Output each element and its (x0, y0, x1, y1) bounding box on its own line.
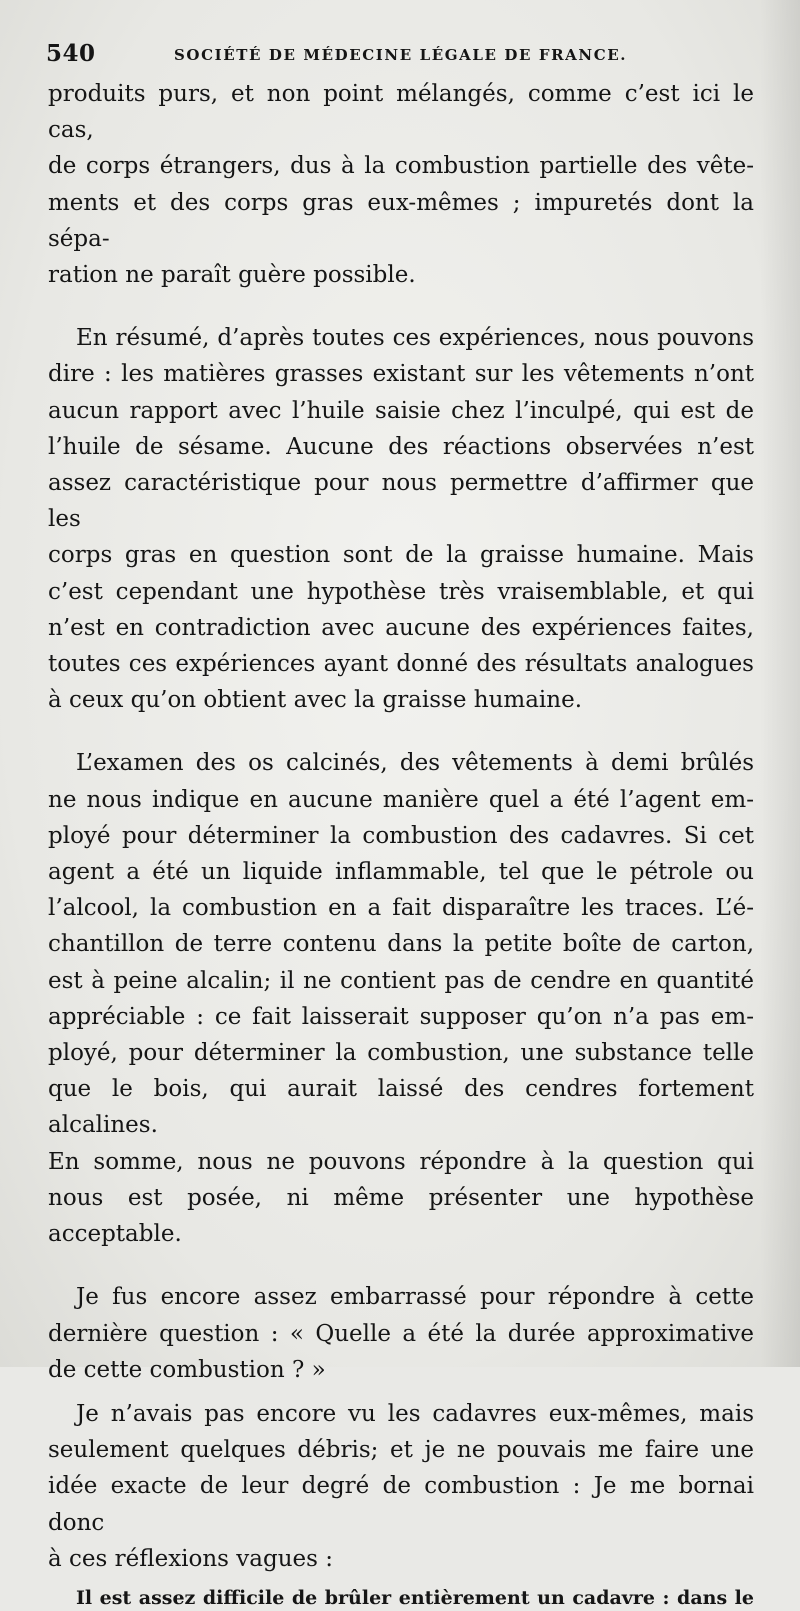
text-line: aucun rapport avec l’huile saisie chez l’inculpé, qui est de (48, 397, 754, 424)
paragraph-gap (48, 1577, 754, 1585)
paragraph-gap (48, 1252, 754, 1279)
text-line: ments et des corps gras eux-mêmes ; impuretés dont la sépa- (48, 189, 754, 252)
paragraph-gap (48, 718, 754, 745)
text-line: produits purs, et non point mélangés, comme c’est ici le cas, (48, 81, 754, 144)
text-line: n’est en contradiction avec aucune des expériences faites, (48, 614, 754, 641)
text-line: est à peine alcalin; il ne contient pas de cendre en quantité (48, 967, 754, 994)
text-line: nous est posée, ni même présenter une hypothèse acceptable. (48, 1184, 754, 1248)
text-line: L’examen des os calcinés, des vêtements à demi brûlés (76, 750, 754, 777)
text-line: En somme, nous ne pouvons répondre à la question qui (48, 1148, 754, 1175)
text-line: ployé, pour déterminer la combustion, une substance telle (48, 1040, 754, 1067)
page-edge-shadow (760, 0, 800, 1367)
text-line: ne nous indique en aucune manière quel a été l’agent em- (48, 786, 754, 813)
text-line: Je fus encore assez embarrassé pour répondre à cette (76, 1284, 754, 1311)
text-line: idée exacte de leur degré de combustion : Je me bornai donc (48, 1473, 754, 1536)
text-line: ployé pour déterminer la combustion des cadavres. Si cet (48, 822, 754, 849)
text-line: appréciable : ce fait laisserait supposer qu’on n’a pas em- (48, 1003, 754, 1030)
page-header (46, 40, 756, 70)
text-line: c’est cependant une hypothèse très vraisemblable, et qui (48, 578, 754, 605)
text-line: ration ne paraît guère possible. (48, 262, 416, 289)
text-line: que le bois, qui aurait laissé des cendres fortement alcalines. (48, 1076, 754, 1139)
text-line: dire : les matières grasses existant sur les vêtements n’ont (48, 361, 754, 388)
text-line: à ces réflexions vagues : (48, 1545, 334, 1572)
text-line: seulement quelques débris; et je ne pouvais me faire une (48, 1437, 754, 1464)
body-text (48, 76, 754, 1611)
paragraph-gap (48, 1388, 754, 1396)
text-line: dernière question : « Quelle a été la durée approximative (48, 1320, 754, 1347)
text-line: Il est assez difficile de brûler entièrement un cadavre : dans le (76, 1586, 754, 1609)
text-line: l’huile de sésame. Aucune des réactions observées n’est (48, 433, 754, 460)
text-line: Je n’avais pas encore vu les cadavres eux-mêmes, mais (76, 1400, 754, 1427)
page-number: 540 (46, 40, 96, 67)
running-title: SOCIÉTÉ DE MÉDECINE LÉGALE DE FRANCE. (174, 46, 628, 64)
text-line: l’alcool, la combustion en a fait disparaître les traces. L’é- (48, 895, 754, 922)
text-line: corps gras en question sont de la graisse humaine. Mais (48, 542, 754, 569)
text-line: toutes ces expériences ayant donné des résultats analogues (48, 651, 754, 678)
text-line: chantillon de terre contenu dans la petite boîte de carton, (48, 931, 754, 958)
text-line: En résumé, d’après toutes ces expériences, nous pouvons (76, 325, 754, 352)
text-line: de corps étrangers, dus à la combustion partielle des vête- (48, 153, 754, 180)
text-line: agent a été un liquide inflammable, tel que le pétrole ou (48, 859, 754, 886)
text-line: de cette combustion ? » (48, 1356, 326, 1383)
text-line: à ceux qu’on obtient avec la graisse humaine. (48, 687, 583, 714)
text-line: assez caractéristique pour nous permettre d’affirmer que les (48, 470, 754, 533)
paragraph-gap (48, 293, 754, 320)
